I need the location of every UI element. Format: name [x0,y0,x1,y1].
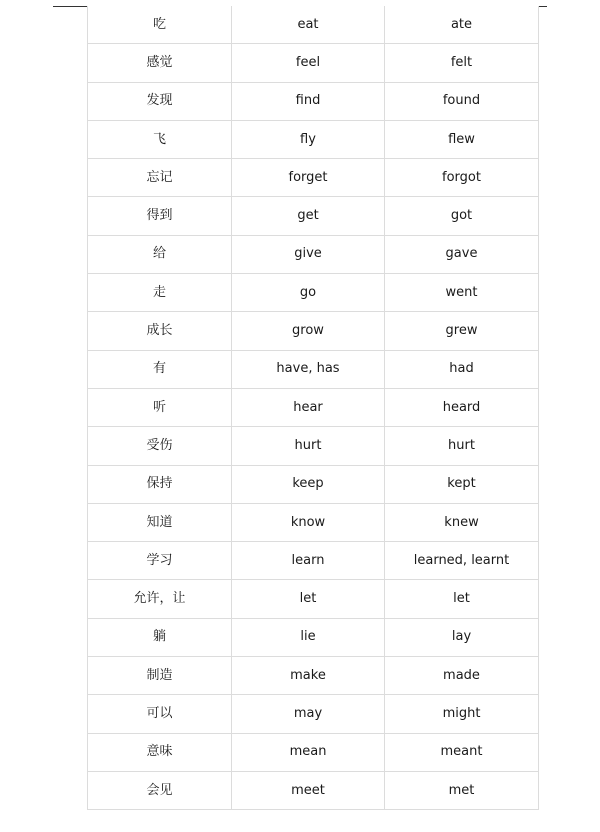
past-tense-cell: heard [385,388,539,426]
table-row [88,350,539,388]
table-row [88,312,539,350]
base-form-cell: may [232,695,385,733]
base-form-cell: feel [232,44,385,82]
base-form-cell: fly [232,120,385,158]
chinese-meaning-cell: 制造 [88,657,232,695]
base-form-cell: give [232,235,385,273]
chinese-meaning-cell: 吃 [88,6,232,44]
table-row [88,159,539,197]
chinese-meaning-cell: 躺 [88,618,232,656]
past-tense-cell: forgot [385,159,539,197]
irregular-verb-table [87,6,539,810]
past-tense-cell: made [385,657,539,695]
chinese-meaning-cell: 感觉 [88,44,232,82]
base-form-cell: grow [232,312,385,350]
chinese-meaning-cell: 学习 [88,542,232,580]
chinese-meaning-cell: 忘记 [88,159,232,197]
base-form-cell: hurt [232,427,385,465]
chinese-meaning-cell: 给 [88,235,232,273]
base-form-cell: have, has [232,350,385,388]
past-tense-cell: might [385,695,539,733]
chinese-meaning-cell: 走 [88,274,232,312]
past-tense-cell: gave [385,235,539,273]
past-tense-cell: lay [385,618,539,656]
chinese-meaning-cell: 保持 [88,465,232,503]
past-tense-cell: hurt [385,427,539,465]
past-tense-cell: knew [385,503,539,541]
past-tense-cell: went [385,274,539,312]
base-form-cell: lie [232,618,385,656]
table-row [88,274,539,312]
past-tense-cell: got [385,197,539,235]
base-form-cell: keep [232,465,385,503]
past-tense-cell: meant [385,733,539,771]
table-row [88,580,539,618]
base-form-cell: get [232,197,385,235]
past-tense-cell: met [385,771,539,809]
page-corner-mark-left [53,6,87,7]
chinese-meaning-cell: 听 [88,388,232,426]
base-form-cell: go [232,274,385,312]
table-row [88,733,539,771]
base-form-cell: let [232,580,385,618]
chinese-meaning-cell: 知道 [88,503,232,541]
table-row [88,235,539,273]
table-row [88,695,539,733]
chinese-meaning-cell: 飞 [88,120,232,158]
chinese-meaning-cell: 可以 [88,695,232,733]
verb-table-body [88,6,539,810]
base-form-cell: know [232,503,385,541]
past-tense-cell: learned, learnt [385,542,539,580]
chinese-meaning-cell: 意味 [88,733,232,771]
chinese-meaning-cell: 成长 [88,312,232,350]
base-form-cell: hear [232,388,385,426]
table-row [88,657,539,695]
base-form-cell: learn [232,542,385,580]
base-form-cell: meet [232,771,385,809]
table-row [88,771,539,809]
past-tense-cell: grew [385,312,539,350]
base-form-cell: forget [232,159,385,197]
chinese-meaning-cell: 允许，让 [88,580,232,618]
past-tense-cell: kept [385,465,539,503]
chinese-meaning-cell: 有 [88,350,232,388]
table-row [88,465,539,503]
table-row [88,542,539,580]
table-row [88,44,539,82]
table-row [88,197,539,235]
past-tense-cell: felt [385,44,539,82]
past-tense-cell: ate [385,6,539,44]
table-row [88,6,539,44]
chinese-meaning-cell: 受伤 [88,427,232,465]
page-corner-mark-right [538,6,547,7]
past-tense-cell: flew [385,120,539,158]
past-tense-cell: let [385,580,539,618]
chinese-meaning-cell: 发现 [88,82,232,120]
table-row [88,503,539,541]
base-form-cell: find [232,82,385,120]
past-tense-cell: had [385,350,539,388]
chinese-meaning-cell: 得到 [88,197,232,235]
table-row [88,427,539,465]
table-row [88,388,539,426]
base-form-cell: make [232,657,385,695]
base-form-cell: mean [232,733,385,771]
table-row [88,120,539,158]
base-form-cell: eat [232,6,385,44]
past-tense-cell: found [385,82,539,120]
chinese-meaning-cell: 会见 [88,771,232,809]
table-row [88,618,539,656]
table-row [88,82,539,120]
